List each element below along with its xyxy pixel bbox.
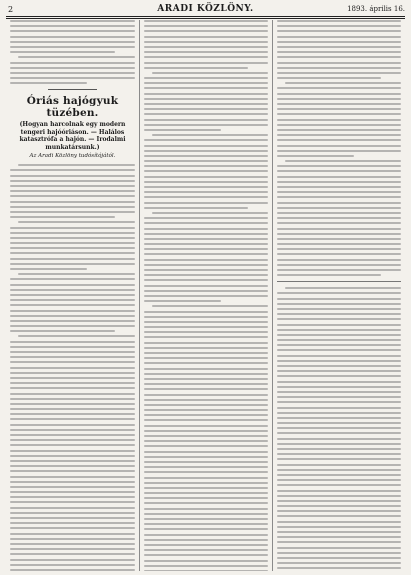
masthead	[6, 4, 405, 17]
article-subhead: (Hogyan harcolnak egy modern tengeri hajóóriáson. — Halálos katasztrófa a hajón. — Irodalmi munkatársunk.)	[19, 121, 126, 151]
masthead-rule	[6, 18, 405, 19]
illegible-article-body	[10, 164, 135, 571]
illegible-article-body	[277, 20, 401, 276]
page-number: 2	[8, 5, 14, 14]
article-headline: Óriás hajógyuk tüzében.	[26, 95, 119, 120]
section-divider	[277, 281, 401, 282]
article-byline: Az Aradi Közlöny tudósítójától.	[29, 153, 116, 160]
column-2	[139, 20, 272, 571]
illegible-article-body	[144, 20, 268, 571]
newspaper-title: ARADI KÖZLÖNY.	[157, 4, 254, 14]
issue-date: 1893. április 16.	[347, 5, 405, 13]
column-1	[6, 20, 139, 571]
illegible-news-section	[277, 287, 401, 571]
text-columns	[6, 20, 405, 571]
column-3	[272, 20, 405, 571]
section-divider	[48, 89, 98, 90]
illegible-paragraph	[10, 20, 135, 84]
